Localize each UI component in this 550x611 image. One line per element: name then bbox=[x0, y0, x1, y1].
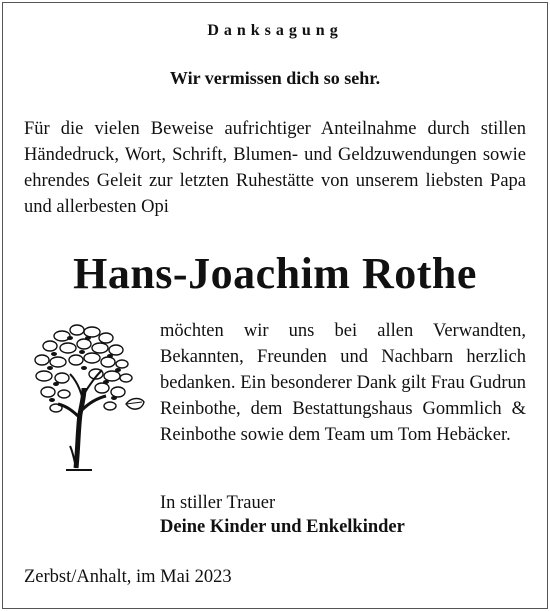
deceased-name: Hans-Joachim Rothe bbox=[73, 249, 477, 298]
signature: Deine Kinder und Enkelkinder bbox=[160, 517, 405, 537]
tree-icon bbox=[22, 318, 146, 476]
notice-tagline: Wir vermissen dich so sehr. bbox=[169, 68, 381, 88]
body-paragraph: möchten wir uns bei allen Verwandten, Bekannten, Freunden und Nachbarn herzlich bedanken. Ein besonderer Dank gilt Frau Gudrun Reinbothe, dem Bestattungshaus Gommlich & Reinbothe sowie dem Team um Tom Hebäcker. bbox=[160, 321, 526, 445]
mourning-line: In stiller Trauer bbox=[160, 493, 276, 513]
thanks-paragraph: Für die vielen Beweise aufrichtiger Anteilnahme durch stillen Händedruck, Wort, Schrift, Blumen- und Geldzuwendungen sowie ehrendes Geleit zur letzten Ruhestätte von unserem liebsten Papa und allerbesten Opi bbox=[24, 119, 526, 217]
notice-heading: Danksagung bbox=[207, 22, 343, 39]
place-date: Zerbst/Anhalt, im Mai 2023 bbox=[24, 567, 232, 587]
